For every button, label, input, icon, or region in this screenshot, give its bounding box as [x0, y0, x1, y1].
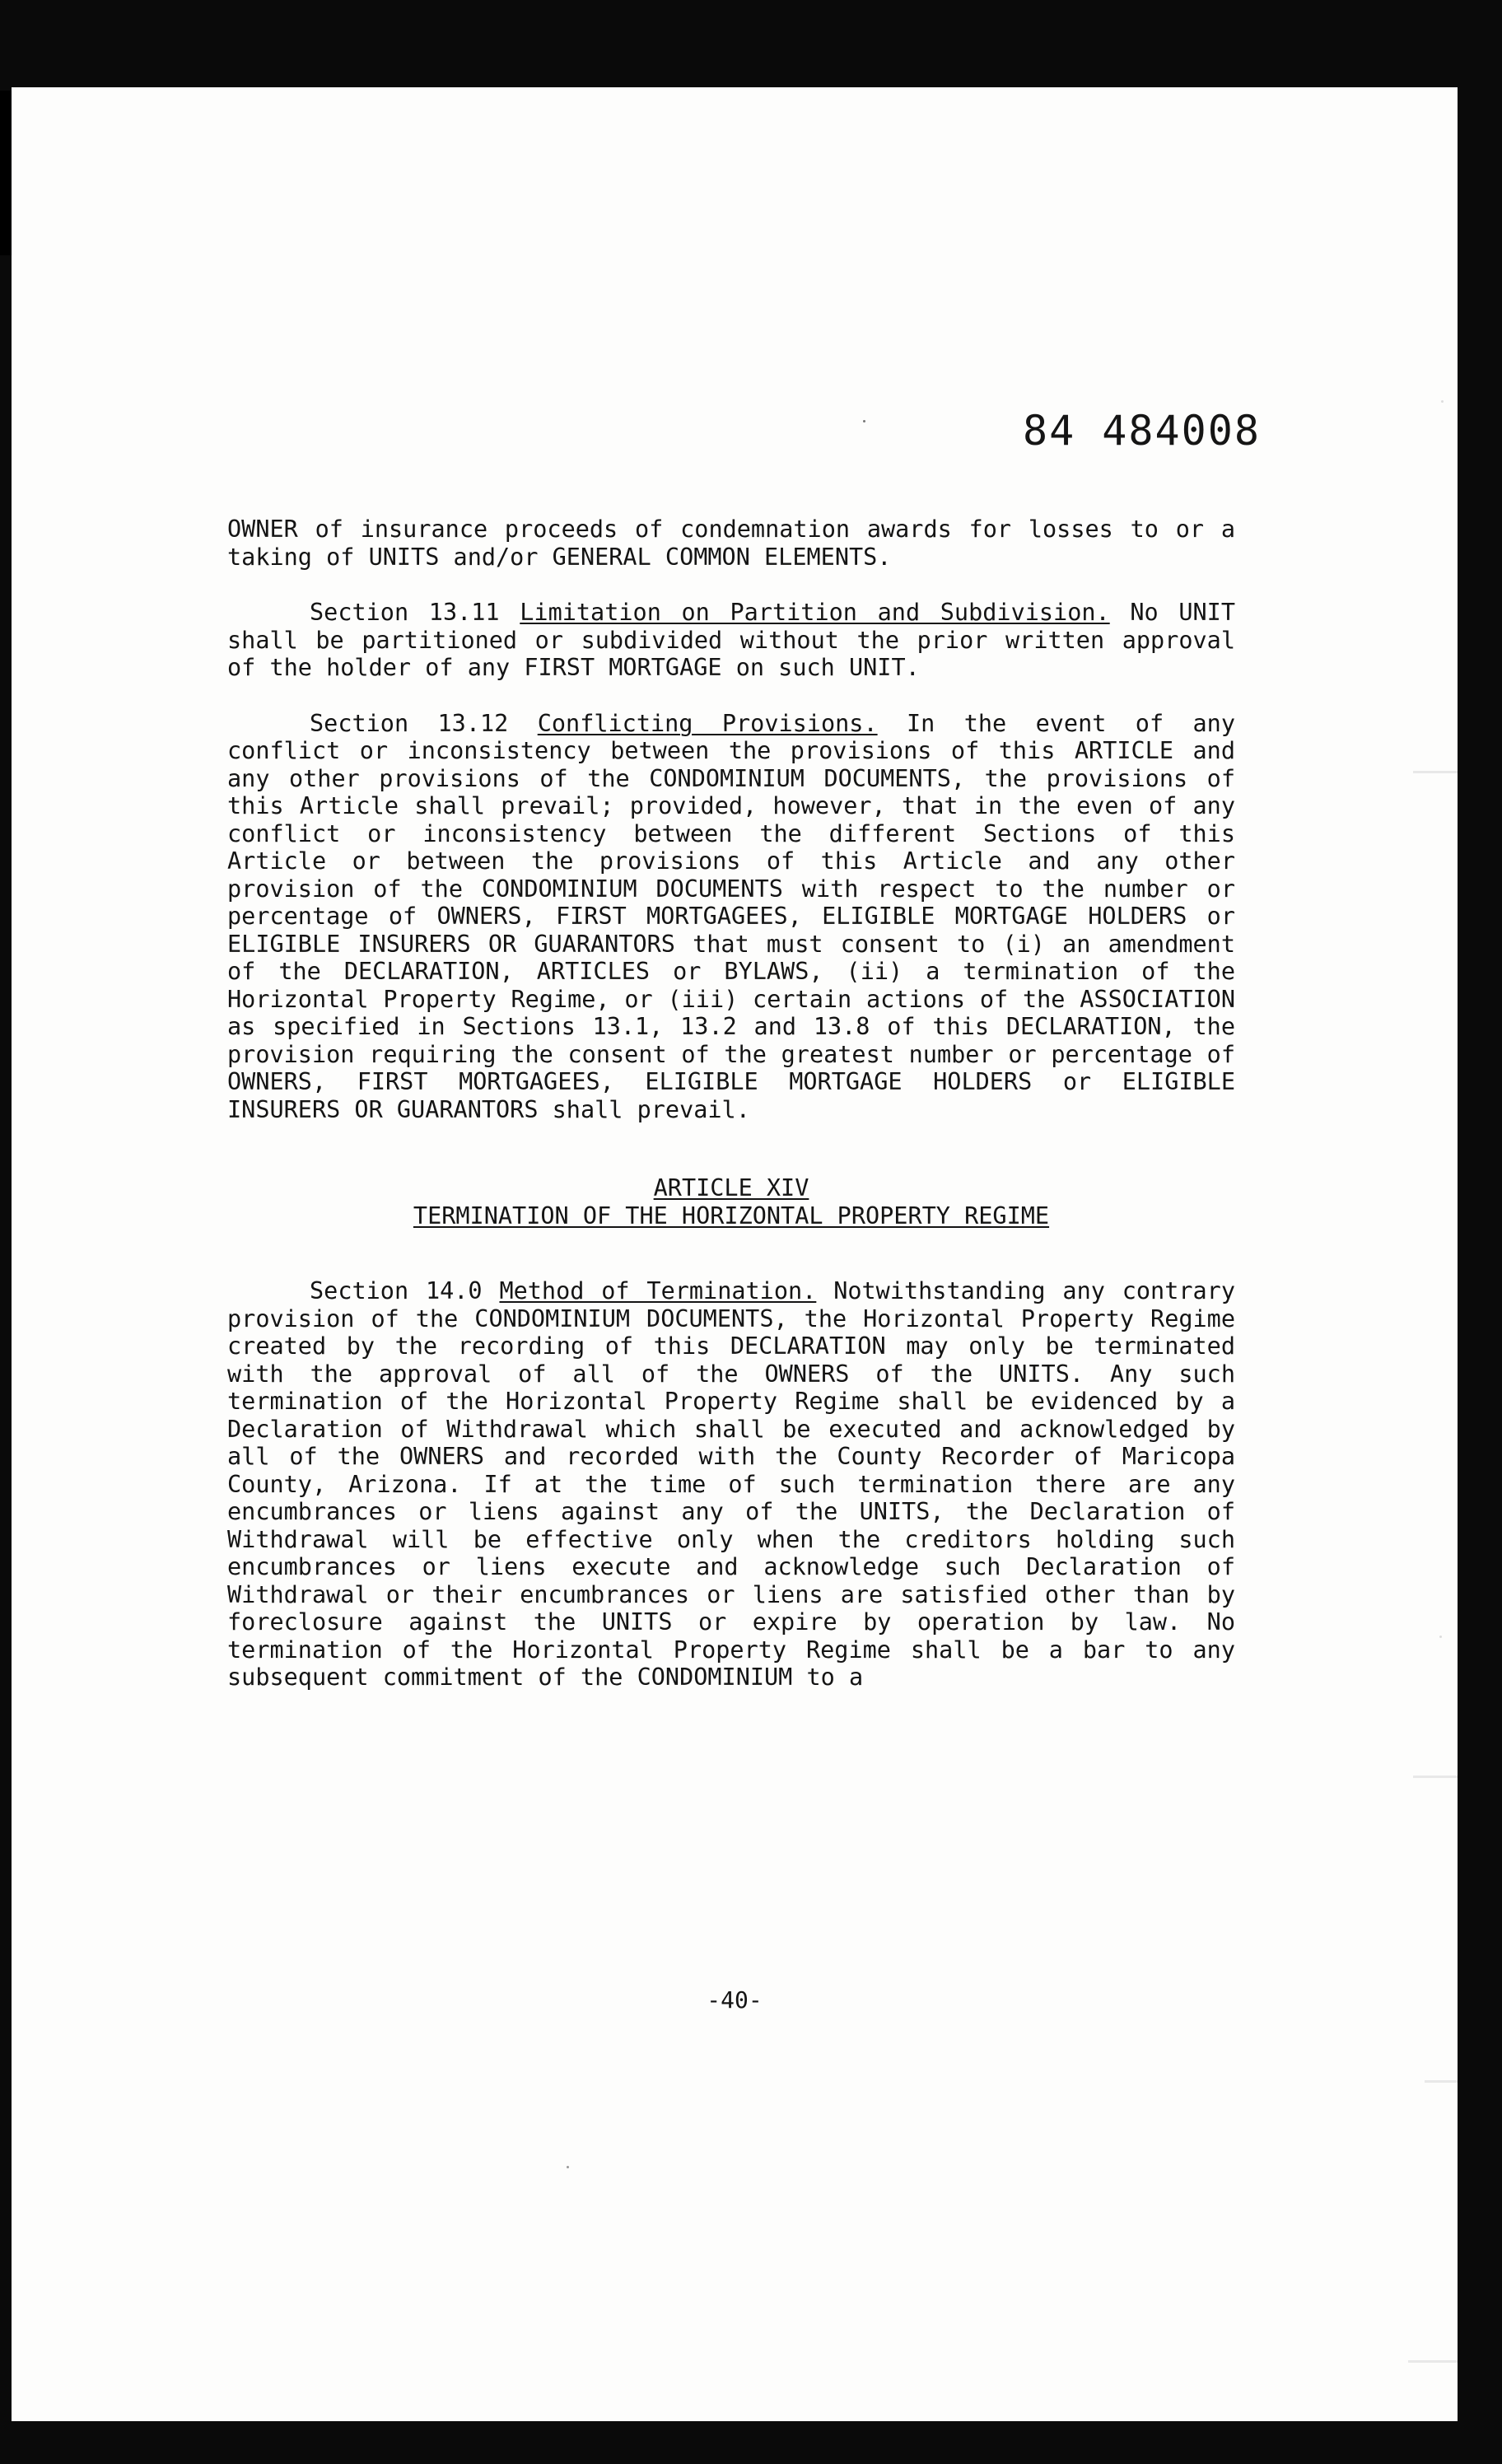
- article-title: TERMINATION OF THE HORIZONTAL PROPERTY REGIME: [413, 1202, 1050, 1230]
- page-number: -40-: [707, 1986, 763, 2014]
- section-14-0: [227, 1277, 1235, 1692]
- scan-artifact: [1413, 1776, 1458, 1778]
- section-13-12-number: Section 13.12: [310, 709, 509, 737]
- section-13-11-text: No UNIT shall be partitioned or subdivided without the prior written approval of the holder of any FIRST MORTGAGE on such UNIT.: [227, 599, 1236, 681]
- article-number: ARTICLE XIV: [653, 1174, 809, 1202]
- scan-speck: [863, 420, 865, 422]
- recording-number: 84 484008: [1023, 407, 1261, 455]
- scan-artifact: [1408, 2360, 1458, 2363]
- section-13-11: [227, 599, 1235, 682]
- section-13-12: [227, 710, 1235, 1124]
- section-14-0-text: Notwithstanding any contrary provision of the CONDOMINIUM DOCUMENTS, the Horizontal Property Regime created by the recording of this DECLARATION may only be terminated with the approval of all of the OWNERS of the UNITS. Any such termination of the Horizontal Property Regime shall be evidenced by a Declaration of Withdrawal which shall be executed and acknowledged by all of the OWNERS and recorded with the County Recorder of Maricopa County, Arizona. If at the time of such termination there are any encumbrances or liens against any of the UNITS, the Declaration of Withdrawal will be effective only when the creditors holding such encumbrances or liens execute and acknowledge such Declaration of Withdrawal or their encumbrances or liens are satisfied other than by foreclosure against the UNITS or expire by operation by law. No termination of the Horizontal Property Regime shall be a bar to any subsequent commitment of the CONDOMINIUM to a: [227, 1277, 1235, 1691]
- document-body: [227, 516, 1235, 1692]
- scan-speck: [1439, 1636, 1442, 1638]
- document-page: [12, 87, 1458, 2421]
- scan-edge-shadow: [0, 91, 12, 255]
- intro-paragraph: OWNER of insurance proceeds of condemnation awards for losses to or a taking of UNITS and/or GENERAL COMMON ELEMENTS.: [227, 516, 1235, 571]
- section-14-0-heading: Method of Termination.: [499, 1277, 817, 1304]
- section-14-0-number: Section 14.0: [310, 1277, 483, 1304]
- scan-artifact: [1425, 2080, 1458, 2083]
- section-13-11-number: Section 13.11: [310, 599, 500, 626]
- section-13-11-heading: Limitation on Partition and Subdivision.: [520, 599, 1110, 626]
- scan-speck: [567, 2166, 569, 2168]
- section-13-12-heading: Conflicting Provisions.: [537, 709, 878, 737]
- scan-artifact: [1413, 771, 1458, 773]
- scan-speck: [1441, 400, 1444, 403]
- section-13-12-text: In the event of any conflict or inconsistency between the provisions of this ARTICLE and any other provisions of the CONDOMINIUM DOCUMENTS, the provisions of this Article shall prevail; provided, however, that in the even of any conflict or inconsistency between the different Sections of this Article or between the provisions of this Article and any other provision of the CONDOMINIUM DOCUMENTS with respect to the number or percentage of OWNERS, FIRST MORTGAGEES, ELIGIBLE MORTGAGE HOLDERS or ELIGIBLE INSURERS OR GUARANTORS that must consent to (i) an amendment of the DECLARATION, ARTICLES or BYLAWS, (ii) a termination of the Horizontal Property Regime, or (iii) certain actions of the ASSOCIATION as specified in Sections 13.1, 13.2 and 13.8 of this DECLARATION, the provision requiring the consent of the greatest number or percentage of OWNERS, FIRST MORTGAGEES, ELIGIBLE MORTGAGE HOLDERS or ELIGIBLE INSURERS OR GUARANTORS shall prevail.: [227, 709, 1235, 1123]
